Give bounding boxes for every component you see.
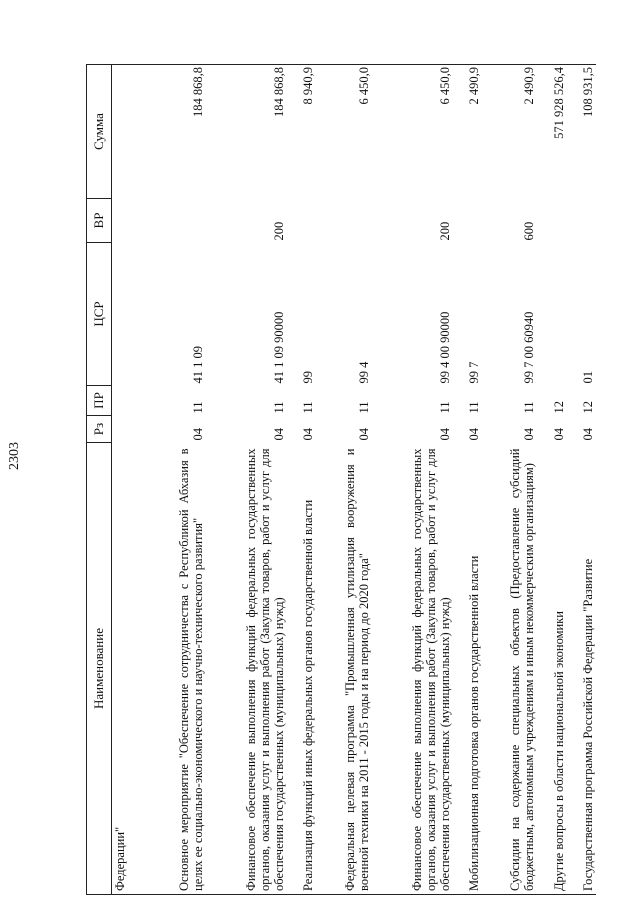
- row-pr: 11: [272, 401, 287, 414]
- table-header-row: [87, 65, 112, 895]
- row-pr: 11: [437, 401, 452, 414]
- row-name: Другие вопросы в области национальной экономики: [537, 443, 566, 895]
- page-number: 2303: [7, 442, 22, 470]
- row-sum: 571 928 526,4: [537, 65, 566, 199]
- row-name: Финансовое обеспечение выполнения функций федеральных государственных органов, оказания услуг и выполнения работ (Закупка товаров, работ и услуг для обеспечения государственных (муниципальных) нужд): [372, 443, 453, 895]
- row-rz: 04: [437, 428, 452, 441]
- row-rz: 04: [522, 428, 537, 441]
- row-sum: 108 931,5: [567, 65, 597, 199]
- row-rz: 04: [466, 428, 481, 441]
- table-row: [482, 65, 537, 895]
- row-vr: 200: [437, 221, 452, 241]
- row-vr: [567, 199, 597, 243]
- row-name: Федеральная целевая программа "Промышленная утилизация вооружения и военной техники на 2011 - 2015 годы и на период до 2020 года": [316, 443, 371, 895]
- header-sum: Сумма: [87, 65, 112, 199]
- row-name: Федерации": [112, 443, 152, 895]
- row-csr: 99 4: [356, 361, 371, 384]
- row-rz: 04: [551, 428, 566, 441]
- row-sum: 184 868,8: [151, 65, 206, 199]
- row-sum: [112, 65, 152, 199]
- row-rz: [112, 416, 152, 443]
- row-csr: 99 7 00 60940: [522, 311, 537, 384]
- row-vr: [453, 199, 482, 243]
- row-csr: 99: [301, 371, 316, 384]
- table-row: [112, 65, 152, 895]
- page-number-area: [0, 426, 30, 486]
- header-rz: Рз: [87, 416, 112, 443]
- rotated-budget-table: [86, 65, 596, 895]
- table-row: [537, 65, 566, 895]
- row-csr: 01: [581, 371, 595, 384]
- header-name: Наименование: [87, 443, 112, 895]
- table-row: [567, 65, 597, 895]
- row-csr: 99 7: [466, 361, 481, 384]
- row-vr: [287, 199, 316, 243]
- row-rz: 04: [581, 428, 595, 441]
- table-row: [287, 65, 316, 895]
- row-pr: 11: [301, 401, 316, 414]
- row-pr: 12: [551, 401, 566, 414]
- row-pr: 11: [522, 401, 537, 414]
- table-row: [453, 65, 482, 895]
- table-row: [316, 65, 371, 895]
- row-pr: [112, 386, 152, 416]
- row-sum: 8 940,9: [287, 65, 316, 199]
- row-sum: 2 490,9: [453, 65, 482, 199]
- row-name: Государственная программа Российской Федерации "Развитие: [567, 443, 597, 895]
- row-sum: 2 490,9: [482, 65, 537, 199]
- row-rz: 04: [191, 428, 206, 441]
- row-csr: 99 4 00 90000: [437, 311, 452, 384]
- table-row: [206, 65, 287, 895]
- row-pr: 12: [581, 401, 595, 414]
- table-row: [151, 65, 206, 895]
- row-sum: 6 450,0: [372, 65, 453, 199]
- row-csr: 41 1 09 90000: [272, 311, 287, 384]
- row-vr: [151, 199, 206, 243]
- row-vr: 600: [522, 221, 537, 241]
- row-pr: 11: [356, 401, 371, 414]
- budget-table: [86, 64, 596, 895]
- row-name: Реализация функций иных федеральных органов государственной власти: [287, 443, 316, 895]
- row-rz: 04: [356, 428, 371, 441]
- row-name: Мобилизационная подготовка органов государственной власти: [453, 443, 482, 895]
- row-vr: [316, 199, 371, 243]
- row-vr: [537, 199, 566, 243]
- header-pr: ПР: [87, 386, 112, 416]
- row-sum: 6 450,0: [316, 65, 371, 199]
- row-sum: 184 868,8: [206, 65, 287, 199]
- row-rz: 04: [301, 428, 316, 441]
- row-csr: [537, 243, 566, 386]
- row-vr: [112, 199, 152, 243]
- header-csr: ЦСР: [87, 243, 112, 386]
- row-pr: 11: [191, 401, 206, 414]
- row-csr: [112, 243, 152, 386]
- row-vr: 200: [272, 221, 287, 241]
- table-row: [372, 65, 453, 895]
- row-pr: 11: [466, 401, 481, 414]
- header-vr: ВР: [87, 199, 112, 243]
- row-name: Основное мероприятие "Обеспечение сотрудничества с Республикой Абхазия в целях ее социально-экономического и научно-технического развития": [151, 443, 206, 895]
- row-csr: 41 1 09: [191, 346, 206, 384]
- row-name: Субсидии на содержание специальных объектов (Предоставление субсидий бюджетным, автономным учреждениям и иным некоммерческим организациям): [482, 443, 537, 895]
- row-rz: 04: [272, 428, 287, 441]
- row-name: Финансовое обеспечение выполнения функций федеральных государственных органов, оказания услуг и выполнения работ (Закупка товаров, работ и услуг для обеспечения государственных (муниципальных) нужд): [206, 443, 287, 895]
